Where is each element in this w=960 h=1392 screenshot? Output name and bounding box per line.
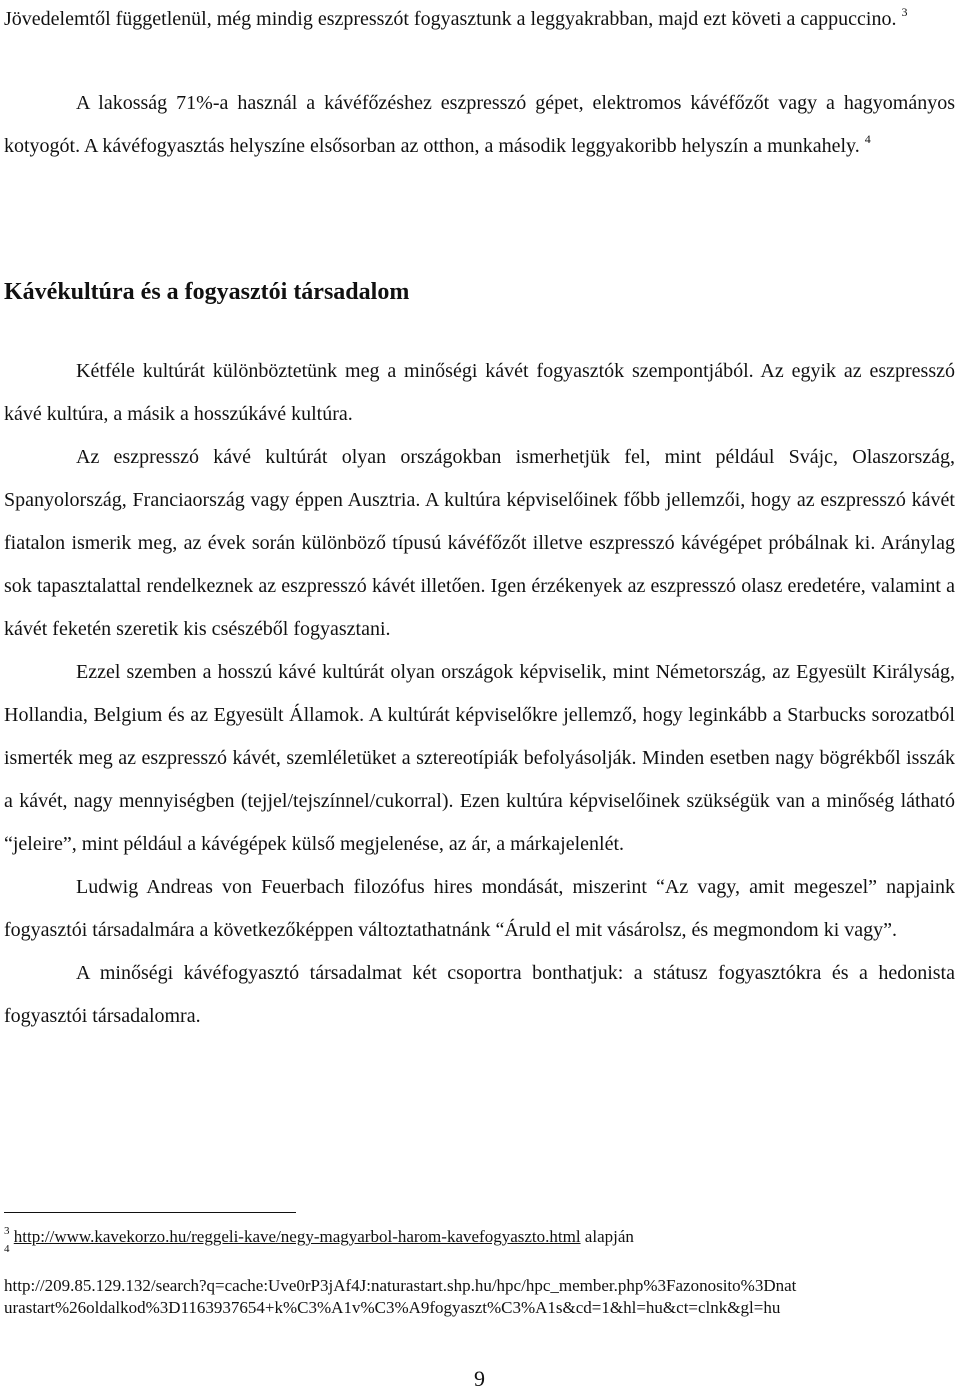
paragraph: A minőségi kávéfogyasztó társadalmat két csoportra bonthatjuk: a státusz fogyasztókra és a hedonista fogyasztói társadalomra. (4, 962, 955, 1027)
footnote-ref[interactable]: 3 (901, 5, 908, 19)
section-body (4, 350, 955, 1038)
footnote-4-line-2[interactable]: urastart%26oldalkod%3D1163937654+k%C3%A1v%C3%A9fogyaszt%C3%A1s&cd=1&hl=hu&ct=clnk&gl=hu (4, 1298, 781, 1317)
section-heading: Kávékultúra és a fogyasztói társadalom (4, 279, 410, 305)
paragraph: Ludwig Andreas von Feuerbach filozófus hires mondását, miszerint “Az vagy, amit megeszel” napjaink fogyasztói társadalmára a következőképpen változtathatnánk “Áruld el mit vásárolsz, és megmondom ki vagy”. (4, 876, 955, 941)
footnote-3 (4, 1226, 634, 1248)
footnote-4-line-1[interactable]: http://209.85.129.132/search?q=cache:Uve0rP3jAf4J:naturastart.shp.hu/hpc/hpc_member.php%3Fazonosito%3Dnat (4, 1276, 797, 1295)
footnote-suffix: alapján (580, 1227, 634, 1246)
footnote-4-mark (4, 1244, 10, 1266)
footnote-mark: 3 (4, 1225, 10, 1237)
paragraph-text: A lakosság 71%-a használ a kávéfőzéshez eszpresszó gépet, elektromos kávéfőzőt vagy a hagyományos kotyogót. A kávéfogyasztás helyszíne elsősorban az otthon, a második leggyakoribb helyszín a munkahely. (4, 92, 955, 157)
paragraph: Az eszpresszó kávé kultúrát olyan országokban ismerhetjük fel, mint például Svájc, Olaszország, Spanyolország, Franciaország vagy éppen Ausztria. A kultúra képviselőinek főbb jellemzői, hogy az eszpresszó kávét fiatalon ismerik meg, az évek során különböző típusú kávéfőzőt illetve eszpresszó kávégépet próbálnak ki. Aránylag sok tapasztalattal rendelkeznek az eszpresszó kávét illetően. Igen érzékenyek az eszpresszó olasz eredetére, valamint a kávét feketén szeretik kis csészéből fogyasztani. (4, 446, 955, 640)
footnote-mark: 4 (4, 1243, 10, 1255)
footnote-separator (4, 1212, 296, 1213)
paragraph-usage (4, 82, 955, 168)
paragraph: Kétféle kultúrát különböztetünk meg a minőségi kávét fogyasztók szempontjából. Az egyik az eszpresszó kávé kultúra, a másik a hosszúkávé kultúra. (4, 360, 955, 425)
paragraph-text: Jövedelemtől függetlenül, még mindig eszpresszót fogyasztunk a leggyakrabban, majd ezt követi a cappuccino. (4, 8, 897, 30)
footnote-link[interactable]: http://www.kavekorzo.hu/reggeli-kave/negy-magyarbol-harom-kavefogyaszto.html (13, 1227, 581, 1246)
paragraph: Ezzel szemben a hosszú kávé kultúrát olyan országok képviselik, mint Németország, az Egyesült Királyság, Hollandia, Belgium és az Egyesült Államok. A kultúrát képviselőkre jellemző, hogy leginkább a Starbucks sorozatból ismerték meg az eszpresszó kávét, szemléletüket a sztereotípiák befolyásolják. Minden esetben nagy bögrékből isszák a kávét, nagy mennyiségben (tejjel/tejszínnel/cukorral). Ezen kultúra képviselőinek szükségük van a minőség látható “jeleire”, mint például a kávégépek külső megjelenése, az ár, a márkajelenlét. (4, 661, 955, 855)
footnote-ref[interactable]: 4 (864, 132, 871, 146)
paragraph-intro (4, 0, 955, 41)
page-number: 9 (474, 1366, 485, 1391)
